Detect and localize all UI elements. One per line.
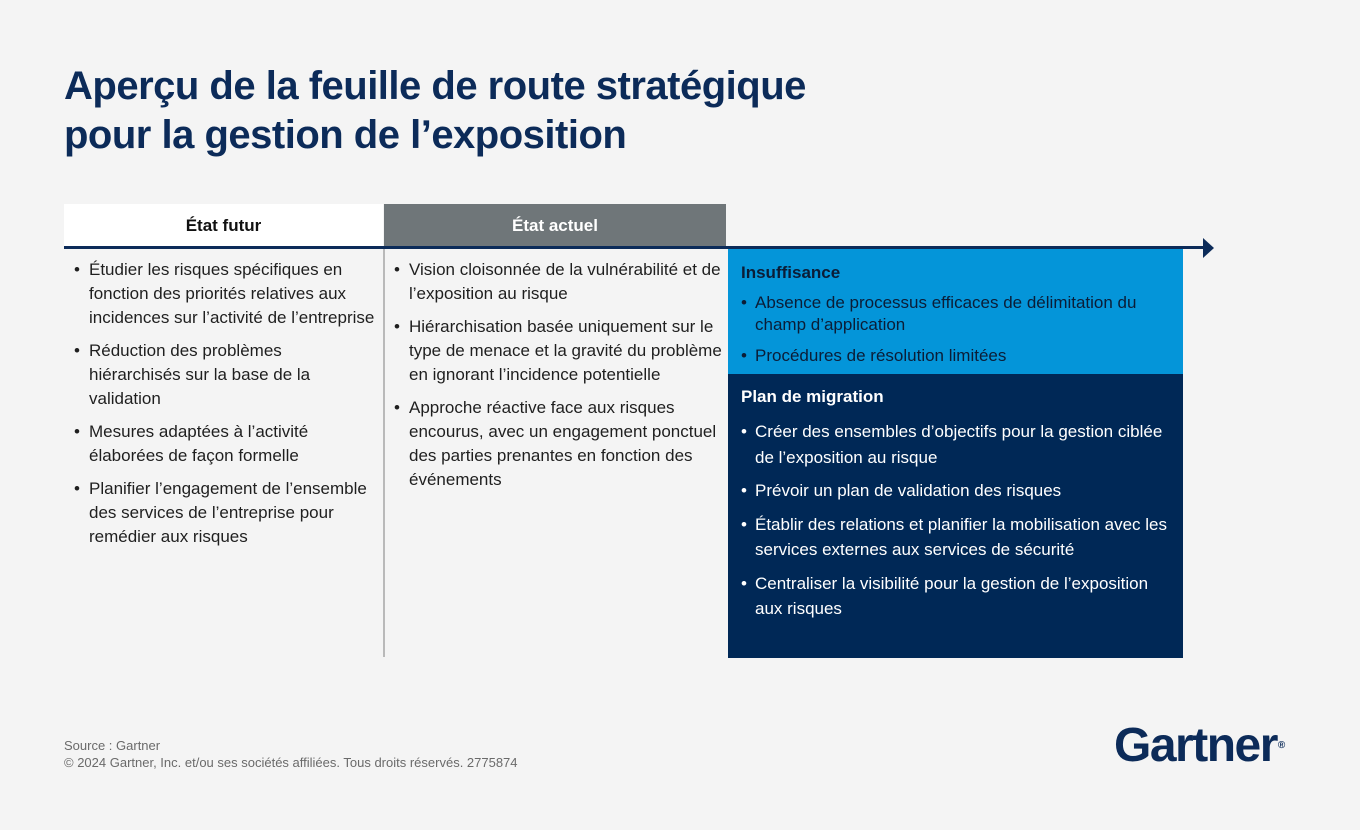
list-item: • Vision cloisonnée de la vulnérabilité et de l’exposition au risque bbox=[384, 258, 722, 306]
list-item: • Absence de processus efficaces de délimitation du champ d’application bbox=[741, 292, 1171, 336]
list-item: • Étudier les risques spécifiques en fonction des priorités relatives aux incidences sur l’activité de l’entreprise bbox=[64, 258, 376, 330]
list-item: • Créer des ensembles d’objectifs pour la gestion ciblée de l’exposition au risque bbox=[741, 419, 1171, 470]
list-item: • Mesures adaptées à l’activité élaborées de façon formelle bbox=[64, 420, 376, 468]
page-title-line-1: Aperçu de la feuille de route stratégique bbox=[64, 64, 806, 108]
logo-text: Gartner bbox=[1114, 719, 1277, 772]
migration-plan-box bbox=[728, 374, 1183, 658]
insuffisance-title: Insuffisance bbox=[741, 263, 841, 282]
list-item: • Hiérarchisation basée uniquement sur le type de menace et la gravité du problème en ignorant l’incidence potentielle bbox=[384, 315, 722, 387]
migration-plan-title: Plan de migration bbox=[741, 387, 884, 406]
list-item: • Établir des relations et planifier la mobilisation avec les services externes aux services de sécurité bbox=[741, 512, 1171, 563]
gartner-logo bbox=[1114, 716, 1285, 776]
arrow-head-icon bbox=[1203, 238, 1214, 258]
list-item: • Prévoir un plan de validation des risques bbox=[741, 478, 1171, 504]
migration-plan-list bbox=[741, 419, 1171, 622]
list-item: • Centraliser la visibilité pour la gestion de l’exposition aux risques bbox=[741, 571, 1171, 622]
current-state-column bbox=[384, 258, 722, 501]
list-item: • Planifier l’engagement de l’ensemble des services de l’entreprise pour remédier aux risques bbox=[64, 477, 376, 549]
future-state-list bbox=[64, 258, 376, 549]
current-state-list bbox=[384, 258, 722, 492]
source-note: Source : Gartner bbox=[64, 738, 161, 753]
list-item: • Procédures de résolution limitées bbox=[741, 345, 1171, 367]
copyright-note: © 2024 Gartner, Inc. et/ou ses sociétés affiliées. Tous droits réservés. 2775874 bbox=[64, 755, 518, 770]
current-state-header: État actuel bbox=[384, 204, 726, 247]
page-title bbox=[64, 62, 1064, 160]
future-state-header: État futur bbox=[64, 204, 383, 247]
footer bbox=[64, 737, 518, 771]
insuffisance-list bbox=[741, 292, 1171, 367]
insuffisance-box bbox=[728, 249, 1183, 374]
future-state-column bbox=[64, 258, 376, 558]
page-title-line-2: pour la gestion de l’exposition bbox=[64, 113, 627, 157]
registered-mark: ® bbox=[1277, 740, 1286, 751]
list-item: • Approche réactive face aux risques encourus, avec un engagement ponctuel des parties prenantes en fonction des événements bbox=[384, 396, 722, 492]
list-item: • Réduction des problèmes hiérarchisés sur la base de la validation bbox=[64, 339, 376, 411]
